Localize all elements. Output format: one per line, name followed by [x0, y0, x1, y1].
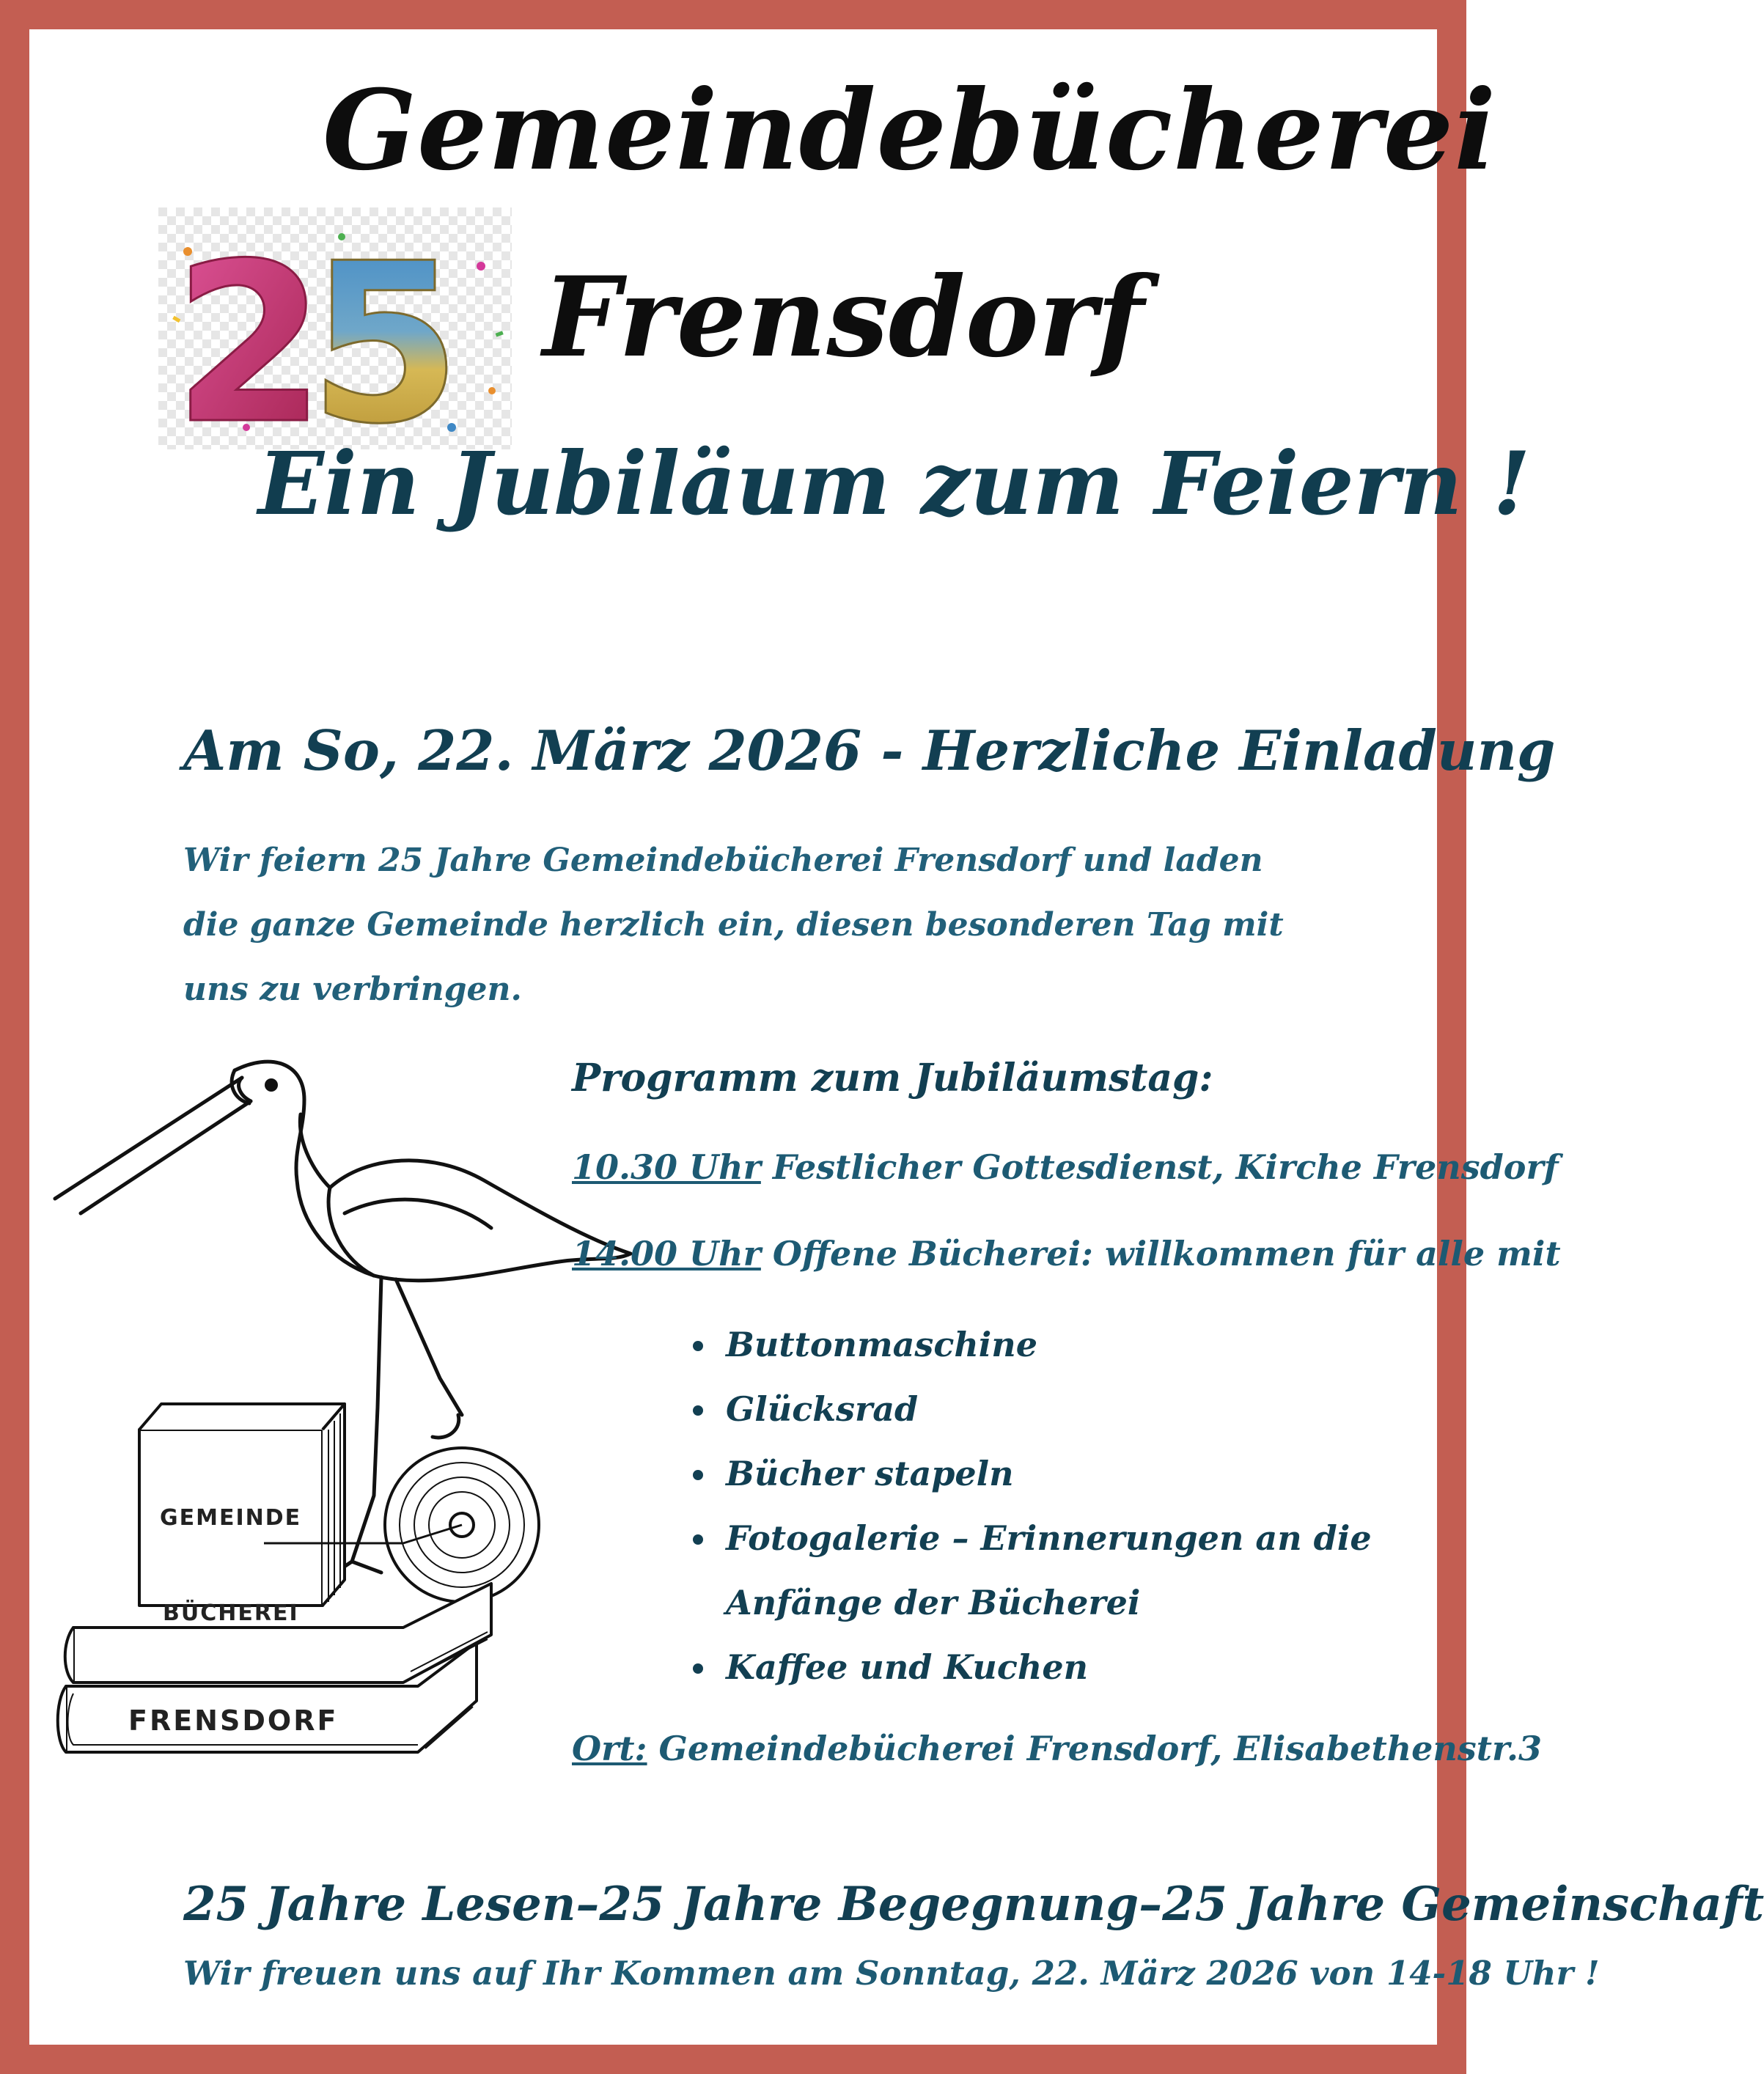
book-stack-icon [51, 1378, 638, 1774]
program-item-time: 10.30 Uhr [572, 1147, 761, 1187]
program-item-time: 14.00 Uhr [572, 1234, 761, 1273]
logo-book-label-top: GEMEINDE [160, 1505, 302, 1531]
program-item-open-library [572, 1234, 1561, 1273]
footer-closing: Wir freuen uns auf Ihr Kommen am Sonntag, 22. März 2026 von 14-18 Uhr ! [183, 1954, 1600, 1993]
list-item: • Glücksrad [719, 1377, 1378, 1441]
logo-book-label-bottom: BÜCHEREI [163, 1600, 299, 1626]
poster-subtitle: Ein Jubiläum zum Feiern ! [258, 433, 1531, 534]
badge-digit-5: 5 [309, 216, 462, 472]
location-label: Ort: [572, 1729, 647, 1768]
program-item-service [572, 1147, 1559, 1187]
list-item: • Buttonmaschine [719, 1312, 1378, 1377]
list-item: • Bücher stapeln [719, 1441, 1378, 1506]
event-location [572, 1729, 1542, 1768]
location-text: Gemeindebücherei Frensdorf, Elisabethenstr.3 [647, 1729, 1543, 1768]
poster-title-town: Frensdorf [543, 253, 1144, 382]
anniversary-25-badge [158, 207, 512, 472]
badge-digit-2: 2 [173, 216, 326, 472]
poster-title: Gemeindebücherei [323, 66, 1497, 195]
program-heading: Programm zum Jubiläumstag: [572, 1056, 1213, 1100]
program-item-text: Festlicher Gottesdienst, Kirche Frensdorf [760, 1147, 1559, 1187]
invitation-heading: Am So, 22. März 2026 - Herzliche Einladung [183, 718, 1556, 783]
list-item: • Fotogalerie – Erinnerungen an die Anfänge der Bücherei [719, 1506, 1378, 1635]
invitation-intro: Wir feiern 25 Jahre Gemeindebücherei Frensdorf und laden die ganze Gemeinde herzlich ein, diesen besonderen Tag mit uns zu verbringen. [183, 842, 1284, 1008]
program-item-text: Offene Bücherei: willkommen für alle mit [760, 1234, 1561, 1273]
list-item: • Kaffee und Kuchen [719, 1635, 1378, 1699]
footer-motto: 25 Jahre Lesen–25 Jahre Begegnung–25 Jahre Gemeinschaft [183, 1877, 1764, 1932]
logo-stack-label: FRENSDORF [128, 1705, 339, 1737]
activity-list [667, 1312, 1378, 1699]
